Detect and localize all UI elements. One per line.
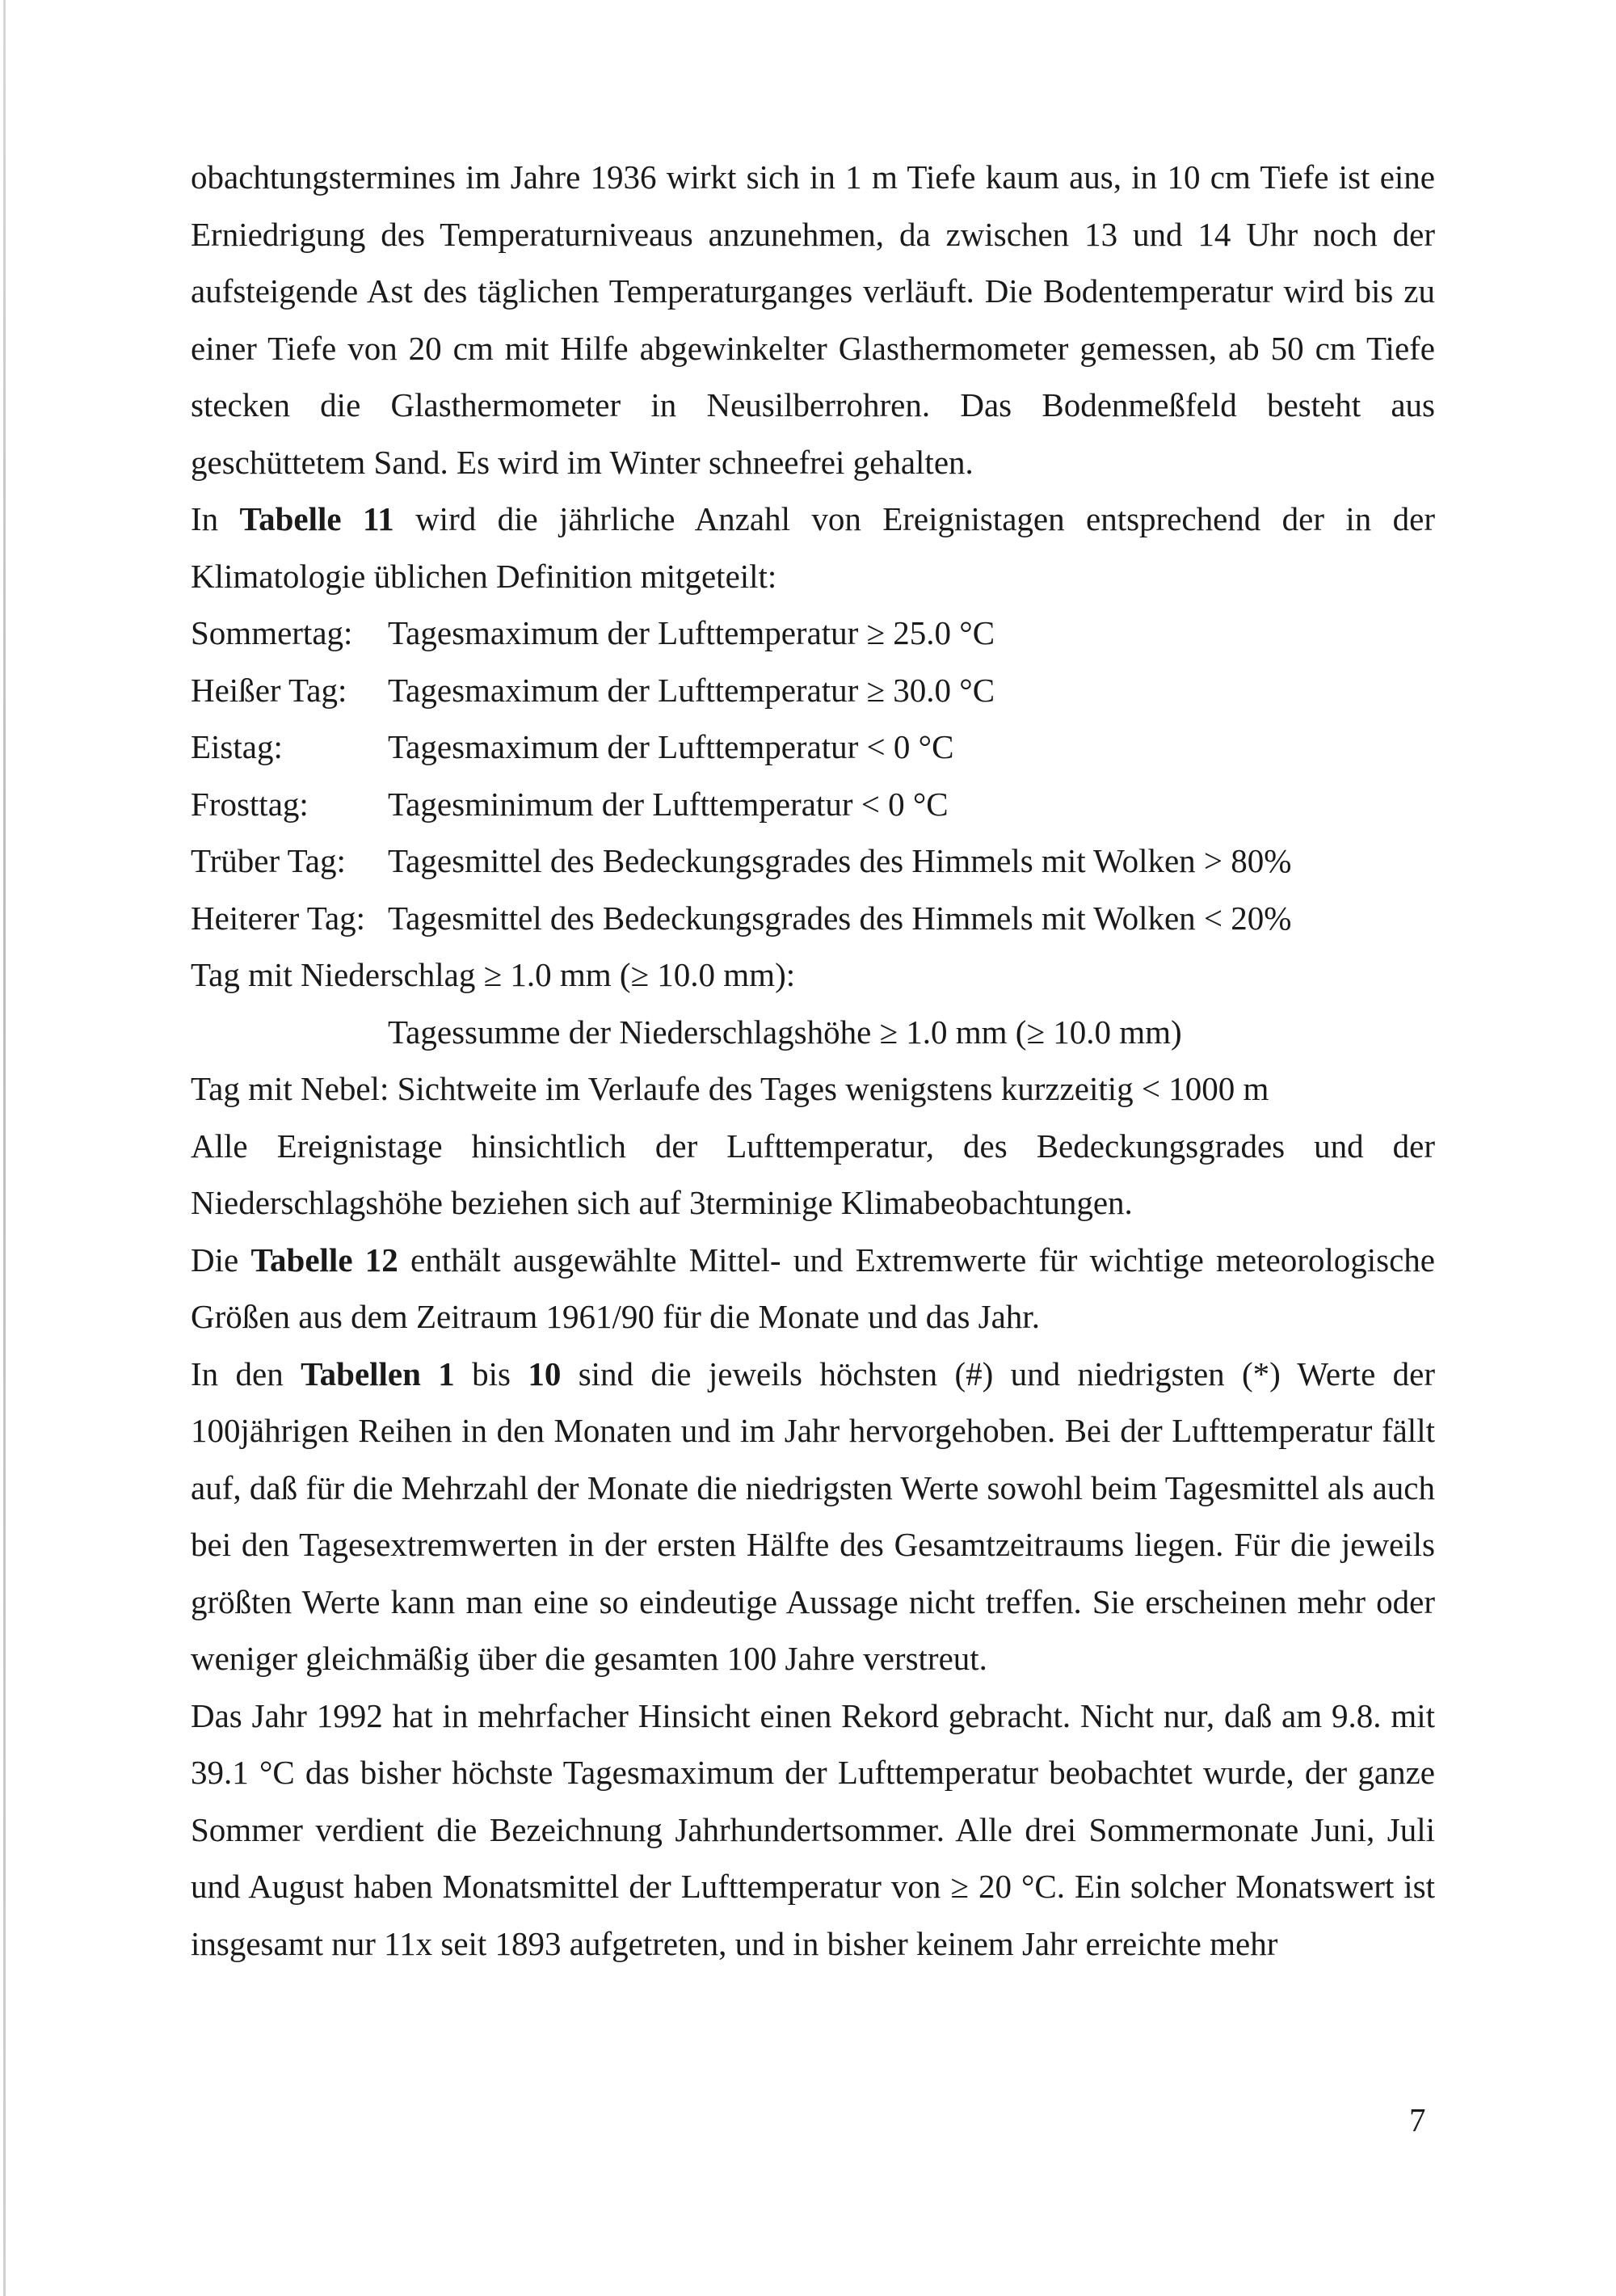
p4-before: Die (191, 1241, 251, 1279)
p5-mid: bis (454, 1354, 528, 1392)
definition-term: Trüber Tag: (191, 842, 346, 879)
definition-frosttag (191, 776, 1435, 833)
definition-eistag (191, 718, 1435, 776)
scan-edge (3, 0, 6, 2296)
p4-after: enthält ausgewählte Mittel- und Extremwerte für wichtige meteorologische Größen aus dem Zeitraum 1961/90 für die Monate und das Jahr. (191, 1241, 1435, 1335)
paragraph-event-days-basis: Alle Ereignistage hinsichtlich der Lufttemperatur, des Bedeckungsgrades und der Niederschlagshöhe beziehen sich auf 3terminige Klimabeobachtungen. (191, 1127, 1435, 1221)
definition-sommertag (191, 605, 1435, 662)
p2-after: wird die jährliche Anzahl von Ereignistagen entsprechend der in der Klimatologie üblichen Definition mitgeteilt: (191, 500, 1435, 595)
table-11-ref: Tabelle 11 (239, 500, 394, 537)
tables-10-ref: 10 (528, 1354, 562, 1392)
paragraph-soil-temperature: obachtungstermines im Jahre 1936 wirkt sich in 1 m Tiefe kaum aus, in 10 cm Tiefe ist eine Erniedrigung des Temperaturniveaus anzunehmen, da zwischen 13 und 14 Uhr noch der aufsteigende Ast des täglichen Temperaturganges verläuft. Die Bodentemperatur wird bis zu einer Tiefe von 20 cm mit Hilfe abgewinkelter Glasthermometer gemessen, ab 50 cm Tiefe stecken die Glasthermometer in Neusilberrohren. Das Bodenmeßfeld besteht aus geschüttetem Sand. Es wird im Winter schneefrei gehalten. (191, 158, 1435, 481)
paragraph-extremes (191, 1346, 1435, 1687)
definition-nebel: Tag mit Nebel: Sichtweite im Verlaufe des Tages wenigstens kurzzeitig < 1000 m (191, 1070, 1269, 1107)
definition-niederschlag-desc: Tagessumme der Niederschlagshöhe ≥ 1.0 mm (≥ 10.0 mm) (388, 1013, 1182, 1051)
definition-desc: Tagesmittel des Bedeckungsgrades des Himmels mit Wolken > 80% (388, 842, 1292, 879)
paragraph-table-12 (191, 1232, 1435, 1346)
definition-desc: Tagesmaximum der Lufttemperatur ≥ 30.0 °C (388, 671, 995, 709)
p2-before: In (191, 500, 240, 537)
page-body (191, 149, 1435, 1972)
tables-1-ref: Tabellen 1 (301, 1354, 455, 1392)
definition-desc: Tagesmaximum der Lufttemperatur < 0 °C (388, 728, 954, 765)
definition-term: Sommertag: (191, 614, 353, 651)
definition-term: Heißer Tag: (191, 671, 347, 709)
paragraph-1992-record: Das Jahr 1992 hat in mehrfacher Hinsicht einen Rekord gebracht. Nicht nur, daß am 9.8. mit 39.1 °C das bisher höchste Tagesmaximum der Lufttemperatur beobachtet wurde, der ganze Sommer verdient die Bezeichnung Jahrhundertsommer. Alle drei Sommermonate Juni, Juli und August haben Monatsmittel der Lufttemperatur von ≥ 20 °C. Ein solcher Monatswert ist insgesamt nur 11x seit 1893 aufgetreten, und in bisher keinem Jahr erreichte mehr (191, 1696, 1435, 1962)
definition-desc: Tagesminimum der Lufttemperatur < 0 °C (388, 785, 949, 823)
definition-niederschlag-term: Tag mit Niederschlag ≥ 1.0 mm (≥ 10.0 mm): (191, 956, 796, 993)
definition-heiterer-tag (191, 890, 1435, 947)
page-number: 7 (1409, 2101, 1426, 2138)
paragraph-event-days-intro (191, 491, 1435, 605)
p5-before: In den (191, 1354, 301, 1392)
definition-term: Eistag: (191, 728, 283, 765)
definition-desc: Tagesmittel des Bedeckungsgrades des Himmels mit Wolken < 20% (388, 899, 1292, 937)
p5-after: sind die jeweils höchsten (#) und niedrigsten (*) Werte der 100jährigen Reihen in den Monaten und im Jahr hervorgehoben. Bei der Lufttemperatur fällt auf, daß für die Mehrzahl der Monate die niedrigsten Werte sowohl beim Tagesmittel als auch bei den Tagesextremwerten in der ersten Hälfte des Gesamtzeitraums liegen. Für die jeweils größten Werte kann man eine so eindeutige Aussage nicht treffen. Sie erscheinen mehr oder weniger gleichmäßig über die gesamten 100 Jahre verstreut. (191, 1354, 1435, 1677)
table-12-ref: Tabelle 12 (250, 1241, 398, 1279)
definition-heisser-tag (191, 662, 1435, 719)
definition-trueber-tag (191, 832, 1435, 890)
definition-term: Frosttag: (191, 785, 309, 823)
definition-desc: Tagesmaximum der Lufttemperatur ≥ 25.0 °C (388, 614, 995, 651)
definition-term: Heiterer Tag: (191, 899, 366, 937)
